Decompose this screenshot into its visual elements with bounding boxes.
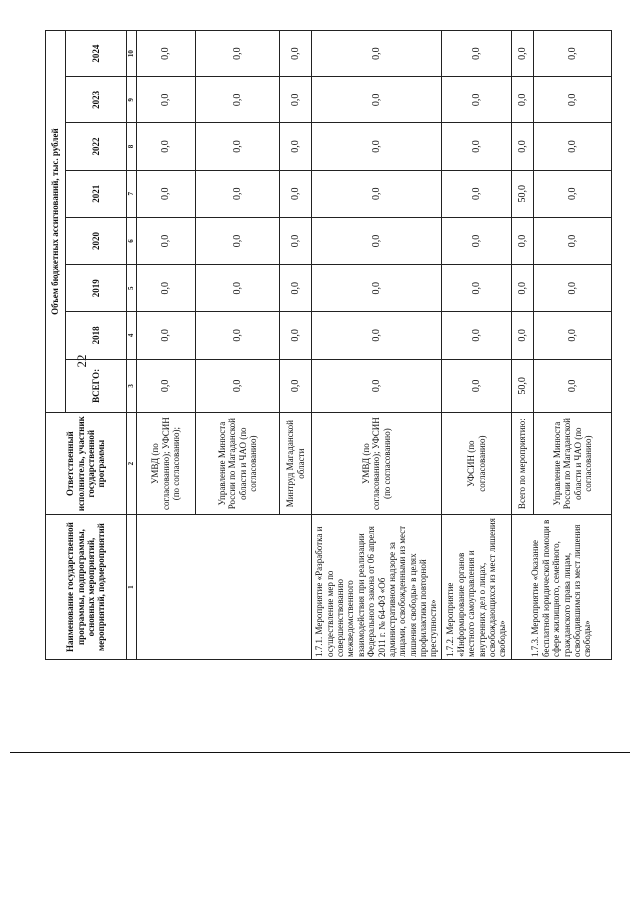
column-number: 7 [127, 170, 137, 217]
value-cell: 0,0 [137, 123, 196, 170]
header-year: 2023 [66, 77, 127, 123]
value-cell: 0,0 [196, 77, 280, 123]
value-cell: 0,0 [280, 170, 312, 217]
value-cell: 0,0 [312, 312, 442, 359]
value-cell: 0,0 [312, 123, 442, 170]
header-budget-group: Объем бюджетных ассигнований, тыс. рублей [46, 31, 66, 413]
header-year: 2019 [66, 265, 127, 312]
table-row [137, 31, 196, 660]
value-cell: 0,0 [442, 31, 512, 77]
value-cell: 0,0 [137, 31, 196, 77]
value-cell: 0,0 [280, 217, 312, 264]
header-year: 2024 [66, 31, 127, 77]
header-year: 2018 [66, 312, 127, 359]
value-cell: 0,0 [196, 31, 280, 77]
column-number: 1 [127, 515, 137, 660]
row-name-cell: 1.7.3. Мероприятие «Оказание бесплатной юридической помощи в сфере жилищного, семейного, гражданского права лицам, освободившимся из мест лишения свободы» [512, 515, 612, 660]
column-number: 10 [127, 31, 137, 77]
value-cell: 0,0 [512, 312, 534, 359]
value-cell: 0,0 [137, 170, 196, 217]
value-cell: 0,0 [312, 77, 442, 123]
header-total: ВСЕГО: [66, 359, 127, 413]
row-name-cell: 1.7.1. Мероприятие «Разработка и осуществление мер по совершенствованию межведомственного взаимодействия при реализации Федерального закона от 06 апреля 2011 г. № 64-ФЗ «Об административном надзоре за лицами, освобожденными из мест лишения свободы» в целях профилактики повторной преступности» [312, 515, 442, 660]
column-number: 4 [127, 312, 137, 359]
value-cell: 0,0 [137, 265, 196, 312]
column-number: 5 [127, 265, 137, 312]
value-cell: 0,0 [280, 31, 312, 77]
value-cell: 0,0 [312, 265, 442, 312]
value-cell: 0,0 [534, 31, 612, 77]
header-year: 2022 [66, 123, 127, 170]
value-cell: 0,0 [196, 312, 280, 359]
row-responsible: Управление Минюста России по Магаданской области и ЧАО (по согласованию) [196, 413, 280, 515]
column-number: 3 [127, 359, 137, 413]
header-responsible: Ответственный исполнитель, участник государственной программы [46, 413, 127, 515]
value-cell: 50,0 [512, 170, 534, 217]
value-cell: 0,0 [196, 217, 280, 264]
footer-divider [10, 752, 630, 753]
value-cell: 0,0 [442, 123, 512, 170]
value-cell: 0,0 [442, 359, 512, 413]
table-row [312, 31, 442, 660]
value-cell: 0,0 [137, 77, 196, 123]
value-cell: 0,0 [512, 265, 534, 312]
value-cell: 0,0 [312, 170, 442, 217]
value-cell: 0,0 [534, 77, 612, 123]
value-cell: 0,0 [534, 170, 612, 217]
value-cell: 0,0 [280, 77, 312, 123]
header-year: 2020 [66, 217, 127, 264]
row-responsible: Всего по мероприятию: [512, 413, 534, 515]
column-number-row [127, 31, 137, 660]
table-row [512, 31, 534, 660]
row-responsible: УМВД (по согласованию); УФСИН (по согласованию) [312, 413, 442, 515]
budget-table [45, 30, 612, 660]
value-cell: 0,0 [442, 217, 512, 264]
table-row [442, 31, 512, 660]
row-responsible: УМВД (по согласованию); УФСИН (по согласованию); [137, 413, 196, 515]
row-name-cell: 1.7.2. Мероприятие «Информирование органов местного самоуправления и внутренних дел о лицах, освобождающихся из мест лишения свободы» [442, 515, 512, 660]
rotated-table-wrapper [45, 30, 597, 660]
value-cell: 0,0 [534, 217, 612, 264]
row-name-cell [137, 515, 312, 660]
row-responsible: Минтруд Магаданской области [280, 413, 312, 515]
value-cell: 0,0 [534, 265, 612, 312]
value-cell: 0,0 [442, 77, 512, 123]
header-year: 2021 [66, 170, 127, 217]
column-number: 6 [127, 217, 137, 264]
value-cell: 0,0 [196, 359, 280, 413]
value-cell: 0,0 [137, 312, 196, 359]
value-cell: 0,0 [280, 123, 312, 170]
value-cell: 0,0 [137, 359, 196, 413]
value-cell: 50,0 [512, 359, 534, 413]
value-cell: 0,0 [512, 123, 534, 170]
value-cell: 0,0 [196, 265, 280, 312]
column-number: 2 [127, 413, 137, 515]
value-cell: 0,0 [442, 265, 512, 312]
value-cell: 0,0 [137, 217, 196, 264]
value-cell: 0,0 [280, 312, 312, 359]
value-cell: 0,0 [312, 31, 442, 77]
value-cell: 0,0 [312, 359, 442, 413]
value-cell: 0,0 [512, 77, 534, 123]
value-cell: 0,0 [512, 217, 534, 264]
value-cell: 0,0 [534, 312, 612, 359]
header-row-top [46, 31, 66, 660]
row-responsible: Управление Минюста России по Магаданской области и ЧАО (по согласованию) [534, 413, 612, 515]
value-cell: 0,0 [534, 123, 612, 170]
value-cell: 0,0 [442, 170, 512, 217]
value-cell: 0,0 [512, 31, 534, 77]
value-cell: 0,0 [280, 265, 312, 312]
value-cell: 0,0 [312, 217, 442, 264]
row-responsible: УФСИН (по согласованию) [442, 413, 512, 515]
value-cell: 0,0 [196, 170, 280, 217]
value-cell: 0,0 [534, 359, 612, 413]
column-number: 8 [127, 123, 137, 170]
value-cell: 0,0 [196, 123, 280, 170]
header-name: Наименование государственной программы, подпрограммы, основных мероприятий, мероприятий, подмероприятий [46, 515, 127, 660]
page-number: 22 [74, 354, 89, 368]
value-cell: 0,0 [280, 359, 312, 413]
value-cell: 0,0 [442, 312, 512, 359]
column-number: 9 [127, 77, 137, 123]
